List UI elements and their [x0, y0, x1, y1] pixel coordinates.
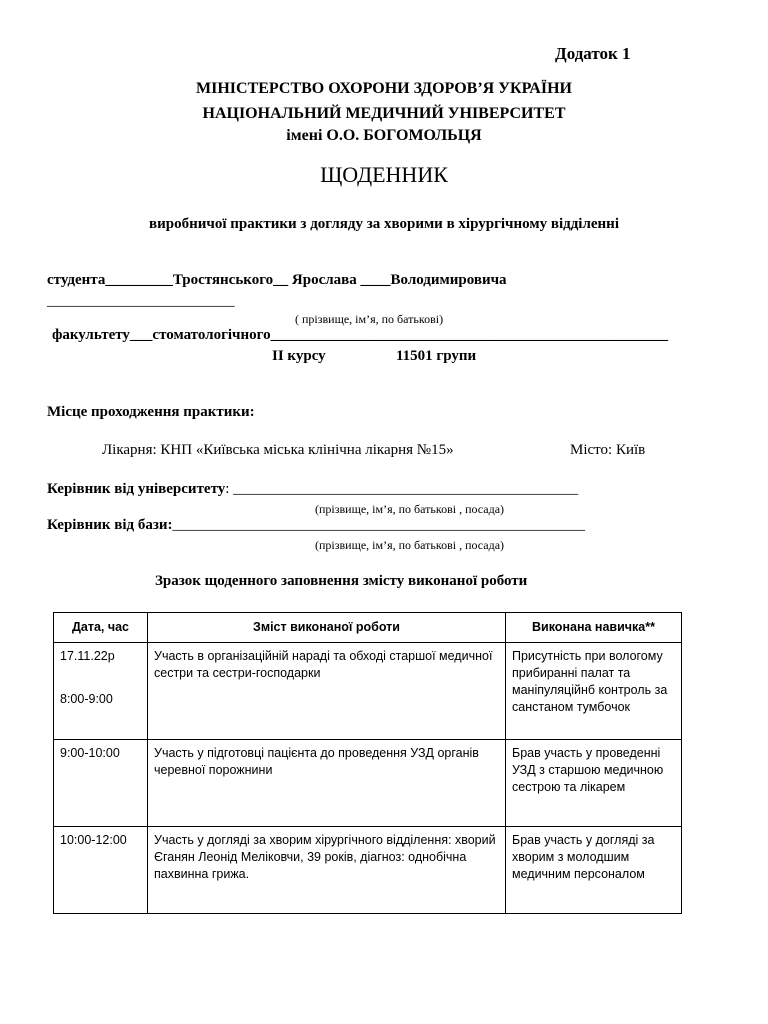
appendix-label: Додаток 1 — [555, 44, 631, 63]
group-label: 11501 групи — [396, 348, 477, 364]
date-cell — [54, 643, 148, 740]
header-skill: Виконана навичка** — [506, 613, 682, 643]
table-row — [54, 643, 682, 740]
document-title: ЩОДЕННИК — [320, 162, 448, 187]
base-supervisor-label: Керівник від бази: — [47, 517, 173, 533]
named-after-heading: імені О.О. БОГОМОЛЬЦЯ — [286, 127, 482, 144]
content-cell: Участь в організаційній нараді та обході старшої медичної сестри та сестри-господарки — [148, 643, 506, 740]
table-header-row — [54, 613, 682, 643]
university-supervisor-line: : ______________________________________________ — [225, 481, 579, 497]
practice-place-label: Місце проходження практики: — [47, 404, 255, 420]
skill-cell: Брав участь у догляді за хворим з молодшим медичним персоналом — [506, 827, 682, 914]
sample-heading: Зразок щоденного заповнення змісту виконаної роботи — [155, 573, 528, 589]
student-underline: _________________________ — [47, 293, 235, 309]
table-row — [54, 740, 682, 827]
row-time: 8:00-9:00 — [60, 692, 113, 706]
document-subtitle: виробничої практики з догляду за хворими в хірургічному відділенні — [149, 216, 619, 232]
skill-cell: Брав участь у проведенні УЗД з старшою медичною сестрою та лікарем — [506, 740, 682, 827]
course-label: ІІ курсу — [272, 348, 326, 364]
student-name-hint: ( прізвище, ім’я, по батькові) — [295, 312, 444, 326]
student-name-line: студента_________Тростянського__ Ярослава ____Володимировича — [47, 272, 507, 288]
university-supervisor-hint: (прізвище, ім’я, по батькові , посада) — [315, 502, 505, 516]
header-date: Дата, час — [54, 613, 148, 643]
date-cell — [54, 740, 148, 827]
header-content: Зміст виконаної роботи — [148, 613, 506, 643]
base-supervisor-row — [47, 517, 585, 534]
university-supervisor-row — [47, 481, 578, 498]
row-time: 10:00-12:00 — [60, 833, 127, 847]
city-name: Місто: Київ — [570, 442, 646, 458]
skill-cell: Присутність при вологому прибиранні палат та маніпуляційнб контроль за санстаном тумбочок — [506, 643, 682, 740]
content-cell: Участь у догляді за хворим хірургічного відділення: хворий Єганян Леонід Меліковчи, 39 років, діагноз: однобічна пахвинна грижа. — [148, 827, 506, 914]
university-supervisor-label: Керівник від університету — [47, 481, 226, 497]
table-row — [54, 827, 682, 914]
hospital-name: Лікарня: КНП «Київська міська клінічна лікарня №15» — [102, 442, 454, 458]
date-cell — [54, 827, 148, 914]
content-cell: Участь у підготовці пацієнта до проведення УЗД органів черевної порожнини — [148, 740, 506, 827]
base-supervisor-hint: (прізвище, ім’я, по батькові , посада) — [315, 538, 505, 552]
base-supervisor-line: _______________________________________________________ — [172, 517, 586, 533]
row-date: 17.11.22р — [60, 649, 115, 663]
university-heading: НАЦІОНАЛЬНИЙ МЕДИЧНИЙ УНІВЕРСИТЕТ — [202, 105, 566, 122]
row-time: 9:00-10:00 — [60, 746, 120, 760]
ministry-heading: МІНІСТЕРСТВО ОХОРОНИ ЗДОРОВ’Я УКРАЇНИ — [196, 80, 572, 97]
faculty-line: факультету___стоматологічного_____________________________________________________ — [52, 327, 669, 343]
work-log-table — [53, 612, 682, 914]
